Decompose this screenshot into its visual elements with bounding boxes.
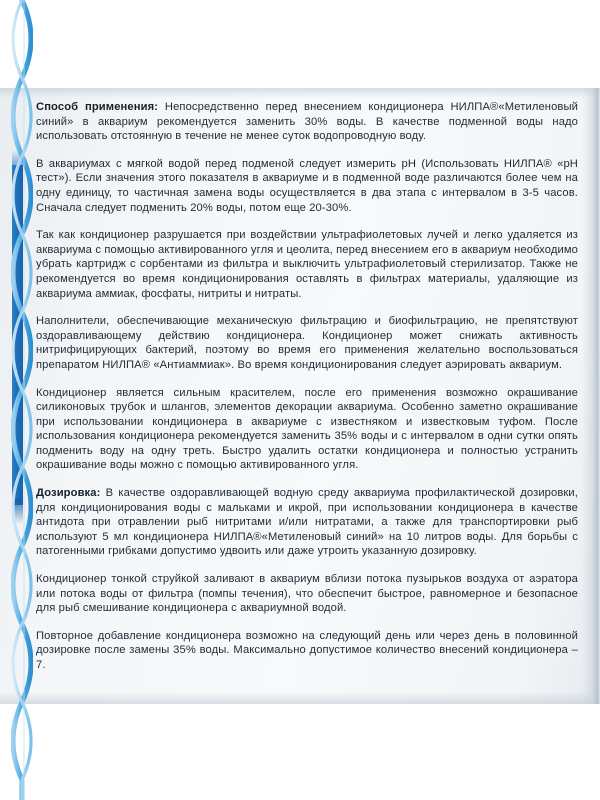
paragraph-text: Так как кондиционер разрушается при воздействии ультрафиолетовых лучей и легко удаляется из аквариума с помощью активированного угля и цеолита, перед внесением его в аквариум необходимо убрать картридж с сорбентами из фильтра и выключить ультрафиолетовый стерилизатор. Также не рекомендуется во время кондиционирования оставлять в фильтрах материалы, удаляющие из аквариума аммиак, фосфаты, нитриты и нитраты. xyxy=(36,229,578,300)
paragraph-ph-measurement xyxy=(36,157,578,215)
paragraph-text: Кондиционер является сильным красителем, после его применения возможно окрашивание силиконовых трубок и шлангов, элементов декорации аквариума. Особенно заметно окрашивание при использовании кондиционера в аквариуме с известняком и известковым туфом. После использования кондиционера рекомендуется заменить 35% воды и с интервалом в одни сутки опять подменить воду на одну треть. Быстро удалить остатки кондиционера и полностью устранить окрашивание воды можно с помощью активированного угля. xyxy=(36,386,578,472)
product-label-panel xyxy=(0,88,600,704)
paragraph-method-of-use xyxy=(36,100,578,144)
paragraph-text: Непосредственно перед внесением кондиционера НИЛПА®«Метиленовый синий» в аквариум рекомендуется заменить 30% воды. В качестве подменной воды надо использовать отстоянную в течение не менее суток водопроводную воду. xyxy=(36,101,578,143)
instructions-text-block xyxy=(36,88,578,704)
paragraph-dosage xyxy=(36,486,578,559)
paragraph-biofiltration-note xyxy=(36,314,578,372)
heading-method-of-use: Способ применения: xyxy=(36,101,159,113)
paragraph-text: Повторное добавление кондиционера возможно на следующий день или через день в половинной дозировке после замены 35% воды. Максимально допустимое количество внесений кондиционера – 7. xyxy=(36,629,578,671)
heading-dosage: Дозировка: xyxy=(36,487,101,500)
paragraph-uv-and-filter-warning xyxy=(36,228,578,301)
paragraph-text: Кондиционер тонкой струйкой заливают в аквариум вблизи потока пузырьков воздуха от аэратора или потока воды от фильтра (помпы течения), что обеспечит быстрое, равномерное и безопасное для рыб смешивание кондиционера с аквариумной водой. xyxy=(36,573,578,615)
paragraph-staining-warning xyxy=(36,386,578,474)
paragraph-text: Наполнители, обеспечивающие механическую фильтрацию и биофильтрацию, не препятствуют оздоравливающему действию кондиционера. Кондиционер может снижать активность нитрифицирующих бактерий, поэтому во время его применения желательно воспользоваться препаратом НИЛПА® «Антиаммиак». Во время кондиционирования следует аэрировать аквариум. xyxy=(36,315,578,371)
paragraph-pouring-method xyxy=(36,572,578,616)
paragraph-text: В качестве оздоравливающей водную среду аквариума профилактической дозировки, для кондиционирования воды с мальками и икрой, при использовании кондиционера в качестве антидота при отравлении рыб нитритами и/или нитратами, а также для транспортировки рыб используют 5 мл кондиционера НИЛПА®«Метиленовый синий» на 10 литров воды. Для борьбы с патогенными грибками допустимо удвоить или даже утроить указанную дозировку. xyxy=(36,487,578,558)
paragraph-repeat-application xyxy=(36,629,578,673)
paragraph-text: В аквариумах с мягкой водой перед подменой следует измерить рН (Использовать НИЛПА® «рН тест»). Если значения этого показателя в аквариуме и в подменной воде различаются более чем на одну единицу, то частичная замена воды осуществляется в два этапа с интервалом в 3-5 часов. Сначала следует подменить 20% воды, потом еще 20-30%. xyxy=(36,157,578,214)
